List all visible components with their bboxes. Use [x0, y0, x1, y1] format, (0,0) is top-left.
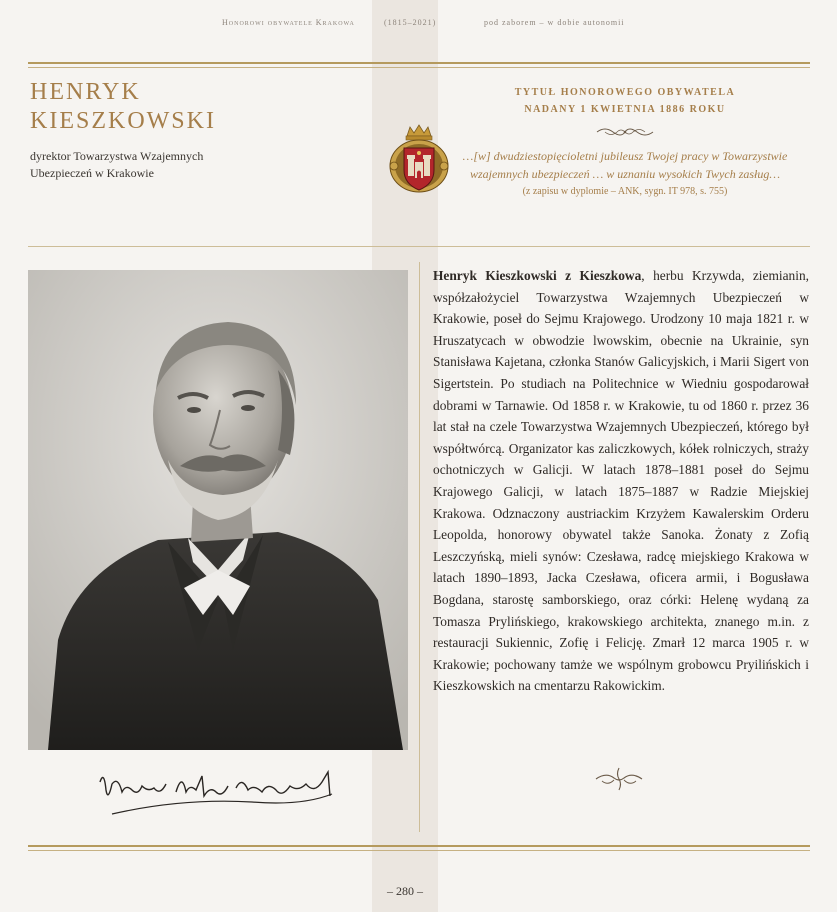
name-first: HENRYK [30, 79, 141, 105]
biography-text [433, 265, 809, 697]
person-name [30, 78, 216, 136]
section-title: pod zaborem – w dobie autonomii [484, 18, 625, 27]
quote-source: (z zapisu w dyplomie – ANK, sygn. IT 978, s. 755) [522, 186, 728, 197]
signature-image [92, 762, 344, 828]
series-years: (1815–2021) [384, 18, 437, 27]
honor-title-block [455, 84, 795, 197]
scroll-ornament-icon [595, 125, 655, 139]
portrait-photo [28, 270, 408, 750]
running-head [0, 18, 837, 32]
diploma-quote: …[w] dwudziestopięcioletni jubileusz Twojej pracy w Towarzystwie wzajemnych ubezpieczeń … w uznaniu wysokich Twych zasług… [462, 149, 788, 181]
top-rule [28, 62, 810, 68]
middle-rule [28, 246, 810, 247]
biography-lead: Henryk Kieszkowski z Kieszkowa [433, 268, 642, 283]
end-ornament-icon [594, 766, 644, 792]
person-role: dyrektor Towarzystwa Wzajemnych Ubezpieczeń w Krakowie [30, 149, 204, 180]
column-separator [419, 262, 420, 832]
portrait-image [28, 270, 408, 750]
series-title: Honorowi obywatele Krakowa [222, 18, 355, 27]
krakow-coat-of-arms-icon [388, 122, 450, 194]
biography-body: , herbu Krzywda, ziemianin, współzałożyciel Towarzystwa Wzajemnych Ubezpieczeń w Krakowie, poseł do Sejmu Krajowego. Urodzony 10 maja 1821 r. w Hruszatycach w obwodzie lwowskim, obecnie na Ukrainie, syn Stanisława Kajetana, członka Stanów Galicyjskich, i Marii Sigert von Sigertstein. Po studiach na Politechnice w Wiedniu gospodarował dobrami w Tarnawie. Od 1858 r. w Krakowie, tu od 1860 r. przez 36 lat stał na czele Towarzystwa Wzajemnych Ubezpieczeń, którego był współtwórcą. Organizator kas zaliczkowych, kółek rolniczych, straży ochotniczych w Galicji. W latach 1878–1881 poseł do Sejmu Krajowego Galicji, w latach 1875–1887 w Radzie Miejskiej Krakowa. Odznaczony austriackim Krzyżem Kawalerskim Orderu Leopolda, honorowy obywatel także Sanoka. Żonaty z Zofią Leszczyńską, mieli synów: Czesława, radcę miejskiego Krakowa w latach 1890–1893, Jacka Czesława, oficera armii, i Bogusława Bogdana, starostę samborskiego, oraz córki: Helenę wydaną za Tomasza Prylińskiego, krakowskiego architekta, znanego m.in. z restauracji Sukiennic, Zofię i Felicję. Zmarł 12 marca 1905 r. w Krakowie; pochowany tamże we wspólnym grobowcu Pryilińskich i Kieszkowskich na cmentarzu Rakowickim. [433, 268, 809, 694]
honor-title-line-2: NADANY 1 KWIETNIA 1886 ROKU [524, 104, 726, 115]
honor-title-line-1: TYTUŁ HONOROWEGO OBYWATELA [514, 87, 736, 98]
bottom-rule [28, 845, 810, 851]
page-number: – 280 – [387, 884, 423, 898]
name-last: KIESZKOWSKI [30, 108, 216, 134]
